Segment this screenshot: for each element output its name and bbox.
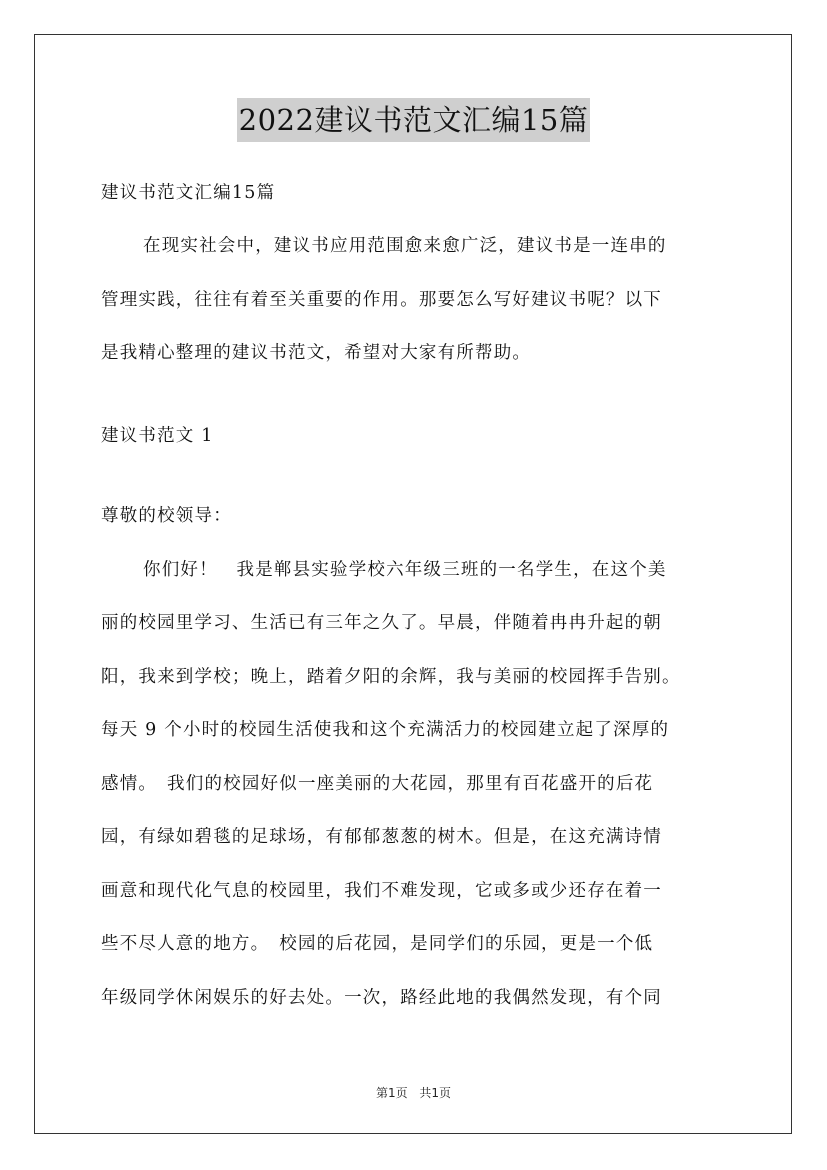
body-line: 年级同学休闲娱乐的好去处。一次，路经此地的我偶然发现，有个同 [101, 987, 662, 1008]
body-line: 园，有绿如碧毯的足球场，有郁郁葱葱的树木。但是，在这充满诗情 [101, 827, 662, 847]
body-line: 你们好！ 我是郸县实验学校六年级三班的一名学生，在这个美 [143, 559, 667, 580]
section-heading: 建议书范文 1 [101, 426, 214, 446]
document-title: 2022建议书范文汇编15篇 [237, 98, 591, 142]
subtitle-block [101, 167, 731, 221]
intro-line: 管理实践，往往有着至关重要的作用。那要怎么写好建议书呢？以下 [101, 289, 662, 310]
body-line: 些不尽人意的地方。 校园的后花园，是同学们的乐园，更是一个低 [101, 934, 654, 954]
section-heading-block [101, 410, 731, 464]
letter-body [101, 490, 731, 1025]
title-area [0, 98, 827, 142]
salutation: 尊敬的校领导： [101, 506, 232, 526]
intro-line: 是我精心整理的建议书范文，希望对大家有所帮助。 [101, 343, 532, 363]
page-total: 共1页 [419, 1086, 452, 1100]
body-line: 画意和现代化气息的校园里，我们不难发现，它或多或少还存在着一 [101, 880, 662, 901]
intro-line: 在现实社会中，建议书应用范围愈来愈广泛，建议书是一连串的 [143, 236, 667, 256]
intro-paragraph [101, 220, 731, 381]
page-footer [0, 1084, 827, 1101]
body-line: 阳，我来到学校；晚上，踏着夕阳的余辉，我与美丽的校园挥手告别。 [101, 666, 681, 687]
page-number: 第1页 [375, 1086, 408, 1100]
body-line: 丽的校园里学习、生活已有三年之久了。早晨，伴随着冉冉升起的朝 [101, 613, 662, 633]
document-subtitle: 建议书范文汇编15篇 [101, 183, 276, 203]
body-line: 感情。 我们的校园好似一座美丽的大花园，那里有百花盛开的后花 [101, 773, 654, 794]
body-line: 每天 9 个小时的校园生活使我和这个充满活力的校园建立起了深厚的 [101, 720, 670, 740]
